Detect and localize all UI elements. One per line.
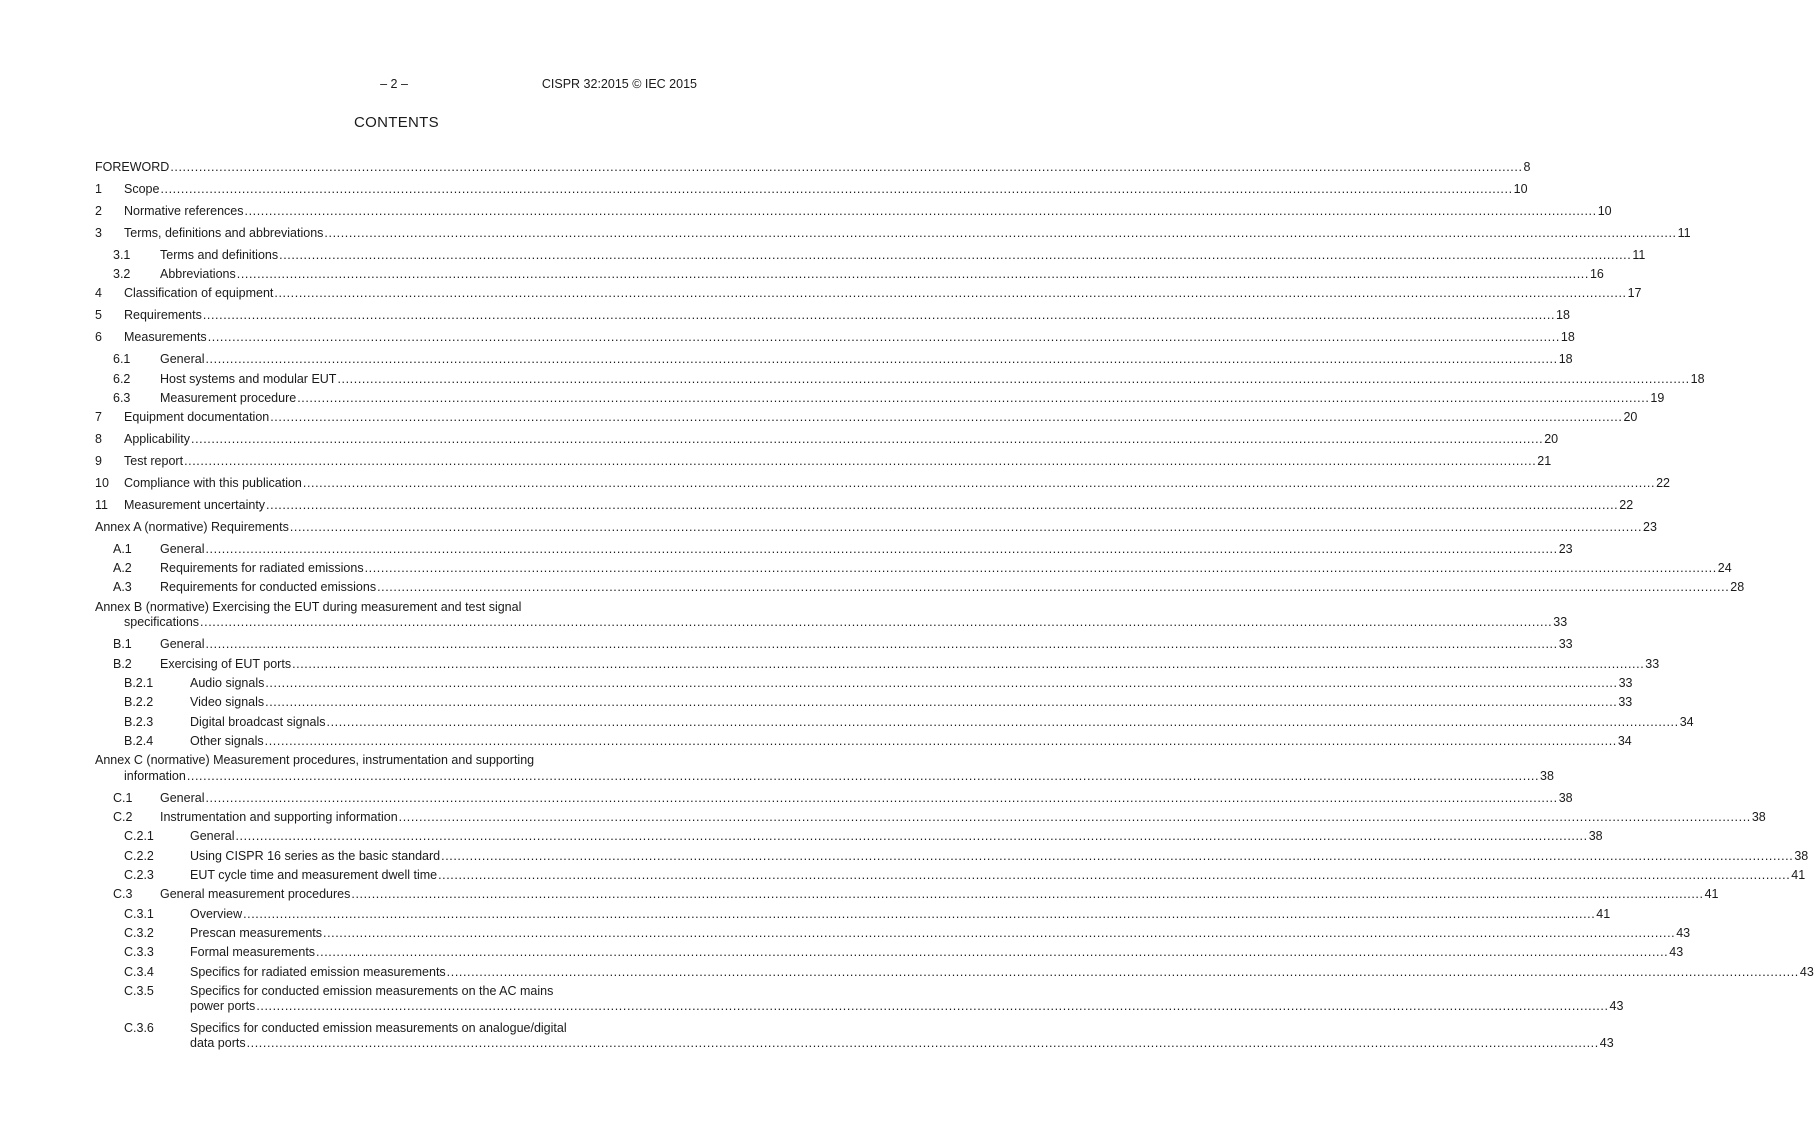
toc-entry-number: C.3.2 (124, 926, 154, 940)
toc-entry-number: 2 (95, 204, 102, 218)
toc-entry[interactable] (190, 965, 1814, 980)
toc-page-number: 10 (1597, 204, 1612, 218)
toc-entry[interactable] (160, 810, 1766, 825)
toc-entry[interactable] (124, 498, 1634, 513)
toc-entry-number: A.1 (113, 542, 132, 556)
dot-leader: ............................................................................................................................................................................................................................................................................................................................................ (351, 887, 1704, 901)
dot-leader: ............................................................................................................................................................................................................................................................................................................................................ (302, 476, 1656, 490)
toc-entry-number: C.1 (113, 791, 133, 805)
toc-page-number: 33 (1645, 657, 1660, 671)
toc-entry-label: General (160, 791, 205, 805)
toc-entry[interactable] (190, 676, 1633, 691)
toc-entry[interactable] (95, 520, 1657, 535)
toc-entry[interactable] (124, 769, 1554, 784)
toc-entry-label: Video signals (190, 695, 265, 709)
toc-entry-number: C.3.3 (124, 945, 154, 959)
dot-leader: ............................................................................................................................................................................................................................................................................................................................................ (243, 907, 1596, 921)
toc-entry[interactable] (190, 1036, 1614, 1051)
toc-page-number: 33 (1558, 637, 1573, 651)
dot-leader: ............................................................................................................................................................................................................................................................................................................................................ (266, 498, 1619, 512)
toc-entry-number: C.3.5 (124, 984, 154, 998)
dot-leader: ............................................................................................................................................................................................................................................................................................................................................ (205, 791, 1558, 805)
dot-leader: ............................................................................................................................................................................................................................................................................................................................................ (186, 769, 1540, 783)
toc-entry[interactable] (190, 868, 1806, 883)
toc-entry-number: 3.2 (113, 267, 131, 281)
dot-leader: ............................................................................................................................................................................................................................................................................................................................................ (265, 695, 1618, 709)
dot-leader: ............................................................................................................................................................................................................................................................................................................................................ (289, 520, 1643, 534)
toc-entry-number: C.3.6 (124, 1021, 154, 1035)
toc-entry-label: General (190, 829, 235, 843)
toc-entry-label: Requirements (124, 308, 202, 322)
toc-entry-number: C.3.4 (124, 965, 154, 979)
toc-entry[interactable] (160, 248, 1646, 263)
dot-leader: ............................................................................................................................................................................................................................................................................................................................................ (274, 286, 1627, 300)
toc-entry[interactable] (124, 226, 1691, 241)
toc-entry-number: B.2 (113, 657, 132, 671)
toc-page-number: 18 (1556, 308, 1570, 322)
toc-page-number: 18 (1560, 330, 1575, 344)
standard-reference: CISPR 32:2015 © IEC 2015 (541, 77, 697, 91)
toc-entry[interactable] (160, 372, 1705, 387)
toc-page-number: 18 (1690, 372, 1705, 386)
toc-page-number: 17 (1627, 286, 1642, 300)
toc-entry-label[interactable]: Specifics for conducted emission measurements on analogue/digital (190, 1021, 567, 1035)
toc-entry-label: Terms and definitions (160, 248, 279, 262)
toc-entry[interactable] (160, 791, 1573, 806)
toc-entry[interactable] (160, 580, 1745, 595)
toc-entry[interactable] (190, 945, 1684, 960)
toc-entry-number: C.2 (113, 810, 133, 824)
toc-entry[interactable] (190, 715, 1694, 730)
toc-entry-label: General (160, 542, 205, 556)
dot-leader: ............................................................................................................................................................................................................................................................................................................................................ (316, 945, 1669, 959)
toc-entry-label: Terms, definitions and abbreviations (124, 226, 324, 240)
dot-leader: ............................................................................................................................................................................................................................................................................................................................................ (235, 829, 1588, 843)
dot-leader: ............................................................................................................................................................................................................................................................................................................................................ (270, 410, 1623, 424)
toc-entry-number: 6.1 (113, 352, 131, 366)
toc-page-number: 38 (1588, 829, 1603, 843)
dot-leader: ............................................................................................................................................................................................................................................................................................................................................ (398, 810, 1751, 824)
toc-entry-label: General measurement procedures (160, 887, 351, 901)
toc-entry-label: FOREWORD (95, 160, 170, 174)
toc-page-number: 41 (1704, 887, 1719, 901)
dot-leader: ............................................................................................................................................................................................................................................................................................................................................ (200, 615, 1553, 629)
toc-entry-number: B.2.2 (124, 695, 154, 709)
toc-entry-number: B.2.4 (124, 734, 154, 748)
toc-entry-label: EUT cycle time and measurement dwell time (190, 868, 438, 882)
toc-entry-label: Compliance with this publication (124, 476, 302, 490)
toc-entry-label: Normative references (124, 204, 244, 218)
toc-entry-label: Formal measurements (190, 945, 316, 959)
toc-entry[interactable] (124, 204, 1612, 219)
toc-page-number: 41 (1791, 868, 1806, 882)
toc-page-number: 19 (1650, 391, 1665, 405)
dot-leader: ............................................................................................................................................................................................................................................................................................................................................ (265, 676, 1618, 690)
toc-entry[interactable] (160, 352, 1573, 367)
toc-entry-number: 11 (95, 498, 108, 512)
toc-entry-label: Prescan measurements (190, 926, 323, 940)
toc-page-number: 21 (1537, 454, 1552, 468)
toc-page-number: 11 (1677, 226, 1691, 240)
toc-entry[interactable] (160, 542, 1573, 557)
toc-entry-label-continuation: specifications (124, 615, 200, 629)
toc-entry-label: Instrumentation and supporting information (160, 810, 398, 824)
toc-entry-number: A.2 (113, 561, 132, 575)
toc-entry-number: C.2.1 (124, 829, 154, 843)
toc-entry-label: General (160, 637, 205, 651)
dot-leader: ............................................................................................................................................................................................................................................................................................................................................ (256, 999, 1609, 1013)
toc-entry-number: B.2.3 (124, 715, 154, 729)
toc-entry-number: C.3 (113, 887, 133, 901)
toc-page-number: 43 (1799, 965, 1814, 979)
dot-leader: ............................................................................................................................................................................................................................................................................................................................................ (364, 561, 1717, 575)
toc-page-number: 38 (1558, 791, 1573, 805)
toc-page-number: 34 (1679, 715, 1694, 729)
toc-entry-number: 3 (95, 226, 102, 240)
toc-entry[interactable] (124, 432, 1559, 447)
toc-entry[interactable] (160, 657, 1660, 672)
toc-entry-number: 4 (95, 286, 102, 300)
toc-entry-label: Measurement uncertainty (124, 498, 266, 512)
dot-leader: ............................................................................................................................................................................................................................................................................................................................................ (205, 352, 1558, 366)
toc-entry-label: Specifics for radiated emission measurements (190, 965, 446, 979)
toc-entry[interactable] (124, 330, 1575, 345)
toc-entry-number: 1 (95, 182, 102, 196)
toc-page-number: 38 (1751, 810, 1766, 824)
toc-entry-number: 5 (95, 308, 102, 322)
toc-entry-label[interactable]: Annex B (normative) Exercising the EUT during measurement and test signal (95, 600, 522, 614)
toc-entry-label[interactable]: Annex C (normative) Measurement procedures, instrumentation and supporting (95, 753, 535, 767)
dot-leader: ............................................................................................................................................................................................................................................................................................................................................ (438, 868, 1791, 882)
toc-entry-label: Measurement procedure (160, 391, 297, 405)
dot-leader: ............................................................................................................................................................................................................................................................................................................................................ (326, 715, 1679, 729)
toc-entry-number: 6.2 (113, 372, 131, 386)
toc-entry-number: 10 (95, 476, 109, 490)
toc-entry[interactable] (124, 286, 1642, 301)
toc-entry-number: A.3 (113, 580, 132, 594)
toc-page-number: 28 (1730, 580, 1745, 594)
toc-page-number: 22 (1619, 498, 1634, 512)
toc-entry[interactable] (160, 637, 1573, 652)
toc-entry[interactable] (190, 829, 1603, 844)
toc-entry-label: Abbreviations (160, 267, 236, 281)
toc-entry-label-continuation: data ports (190, 1036, 246, 1050)
toc-entry-label: General (160, 352, 205, 366)
dot-leader: ............................................................................................................................................................................................................................................................................................................................................ (323, 926, 1676, 940)
toc-entry-label[interactable]: Specifics for conducted emission measurements on the AC mains (190, 984, 554, 998)
toc-entry-number: 9 (95, 454, 102, 468)
toc-entry-number: B.1 (113, 637, 132, 651)
toc-page-number: 20 (1544, 432, 1559, 446)
toc-entry-label: Requirements for conducted emissions (160, 580, 377, 594)
dot-leader: ............................................................................................................................................................................................................................................................................................................................................ (184, 454, 1537, 468)
dot-leader: ............................................................................................................................................................................................................................................................................................................................................ (446, 965, 1799, 979)
dot-leader: ............................................................................................................................................................................................................................................................................................................................................ (441, 849, 1794, 863)
toc-entry-number: C.2.3 (124, 868, 154, 882)
toc-entry-label: Classification of equipment (124, 286, 274, 300)
toc-page-number: 11 (1632, 248, 1646, 262)
toc-entry-number: B.2.1 (124, 676, 154, 690)
dot-leader: ............................................................................................................................................................................................................................................................................................................................................ (279, 248, 1632, 262)
toc-entry-label: Digital broadcast signals (190, 715, 326, 729)
toc-entry-label: Equipment documentation (124, 410, 270, 424)
toc-entry-label: Other signals (190, 734, 264, 748)
dot-leader: ............................................................................................................................................................................................................................................................................................................................................ (377, 580, 1730, 594)
toc-page-number: 38 (1540, 769, 1554, 783)
toc-page-number: 8 (1523, 160, 1531, 174)
dot-leader: ............................................................................................................................................................................................................................................................................................................................................ (170, 160, 1523, 174)
dot-leader: ............................................................................................................................................................................................................................................................................................................................................ (297, 391, 1650, 405)
toc-entry[interactable] (160, 267, 1604, 282)
toc-page-number: 43 (1599, 1036, 1614, 1050)
toc-entry[interactable] (160, 561, 1732, 576)
toc-entry-label: Requirements for radiated emissions (160, 561, 364, 575)
toc-entry[interactable] (124, 615, 1568, 630)
toc-entry-label-continuation: power ports (190, 999, 256, 1013)
toc-entry[interactable] (160, 391, 1665, 406)
toc-entry-number: 6.3 (113, 391, 131, 405)
toc-page-number: 41 (1596, 907, 1611, 921)
toc-entry[interactable] (124, 476, 1670, 491)
dot-leader: ............................................................................................................................................................................................................................................................................................................................................ (292, 657, 1645, 671)
toc-entry-label: Host systems and modular EUT (160, 372, 337, 386)
toc-page-number: 33 (1618, 695, 1633, 709)
toc-entry-number: C.3.1 (124, 907, 154, 921)
toc-entry-number: 8 (95, 432, 102, 446)
toc-entry-label: Exercising of EUT ports (160, 657, 292, 671)
toc-page-number: 38 (1794, 849, 1809, 863)
toc-entry[interactable] (124, 182, 1528, 197)
dot-leader: ............................................................................................................................................................................................................................................................................................................................................ (205, 542, 1558, 556)
toc-entry-number: 3.1 (113, 248, 131, 262)
dot-leader: ............................................................................................................................................................................................................................................................................................................................................ (205, 637, 1558, 651)
toc-entry[interactable] (124, 454, 1552, 469)
toc-entry[interactable] (190, 999, 1624, 1014)
toc-page-number: 33 (1618, 676, 1633, 690)
toc-entry[interactable] (190, 907, 1611, 922)
page-title: CONTENTS (354, 114, 439, 131)
toc-entry-label: Applicability (124, 432, 191, 446)
toc-entry-label: Audio signals (190, 676, 265, 690)
toc-page-number: 23 (1558, 542, 1573, 556)
dot-leader: ............................................................................................................................................................................................................................................................................................................................................ (236, 267, 1589, 281)
toc-entry-number: 7 (95, 410, 102, 424)
toc-page-number: 43 (1676, 926, 1691, 940)
dot-leader: ............................................................................................................................................................................................................................................................................................................................................ (191, 432, 1544, 446)
toc-entry[interactable] (190, 849, 1809, 864)
toc-page-number: 22 (1656, 476, 1670, 490)
dot-leader: ............................................................................................................................................................................................................................................................................................................................................ (324, 226, 1677, 240)
toc-page-number: 10 (1513, 182, 1528, 196)
toc-entry[interactable] (190, 734, 1632, 749)
toc-entry[interactable] (190, 926, 1691, 941)
toc-page-number: 24 (1717, 561, 1732, 575)
dot-leader: ............................................................................................................................................................................................................................................................................................................................................ (264, 734, 1617, 748)
dot-leader: ............................................................................................................................................................................................................................................................................................................................................ (202, 308, 1556, 322)
dot-leader: ............................................................................................................................................................................................................................................................................................................................................ (337, 372, 1690, 386)
dot-leader: ............................................................................................................................................................................................................................................................................................................................................ (160, 182, 1513, 196)
dot-leader: ............................................................................................................................................................................................................................................................................................................................................ (246, 1036, 1599, 1050)
toc-entry-label: Measurements (124, 330, 207, 344)
toc-entry[interactable] (160, 887, 1719, 902)
toc-entry-number: C.2.2 (124, 849, 154, 863)
toc-entry[interactable] (190, 695, 1633, 710)
toc-page-number: 23 (1643, 520, 1657, 534)
page-number: – 2 – (380, 77, 408, 91)
dot-leader: ............................................................................................................................................................................................................................................................................................................................................ (244, 204, 1597, 218)
toc-entry-label: Using CISPR 16 series as the basic standard (190, 849, 441, 863)
toc-page-number: 34 (1617, 734, 1632, 748)
toc-entry[interactable] (124, 410, 1638, 425)
toc-page-number: 43 (1669, 945, 1684, 959)
toc-page-number: 18 (1558, 352, 1573, 366)
toc-page-number: 33 (1553, 615, 1568, 629)
toc-entry-label-continuation: information (124, 769, 186, 783)
toc-page-number: 20 (1623, 410, 1638, 424)
toc-entry[interactable] (124, 308, 1570, 323)
toc-page-number: 16 (1589, 267, 1604, 281)
toc-entry-label: Overview (190, 907, 243, 921)
toc-entry[interactable] (95, 160, 1531, 175)
toc-entry-label: Scope (124, 182, 160, 196)
toc-entry-label: Annex A (normative) Requirements (95, 520, 289, 534)
toc-page-number: 43 (1609, 999, 1624, 1013)
toc-entry-number: 6 (95, 330, 102, 344)
dot-leader: ............................................................................................................................................................................................................................................................................................................................................ (207, 330, 1560, 344)
toc-entry-label: Test report (124, 454, 184, 468)
